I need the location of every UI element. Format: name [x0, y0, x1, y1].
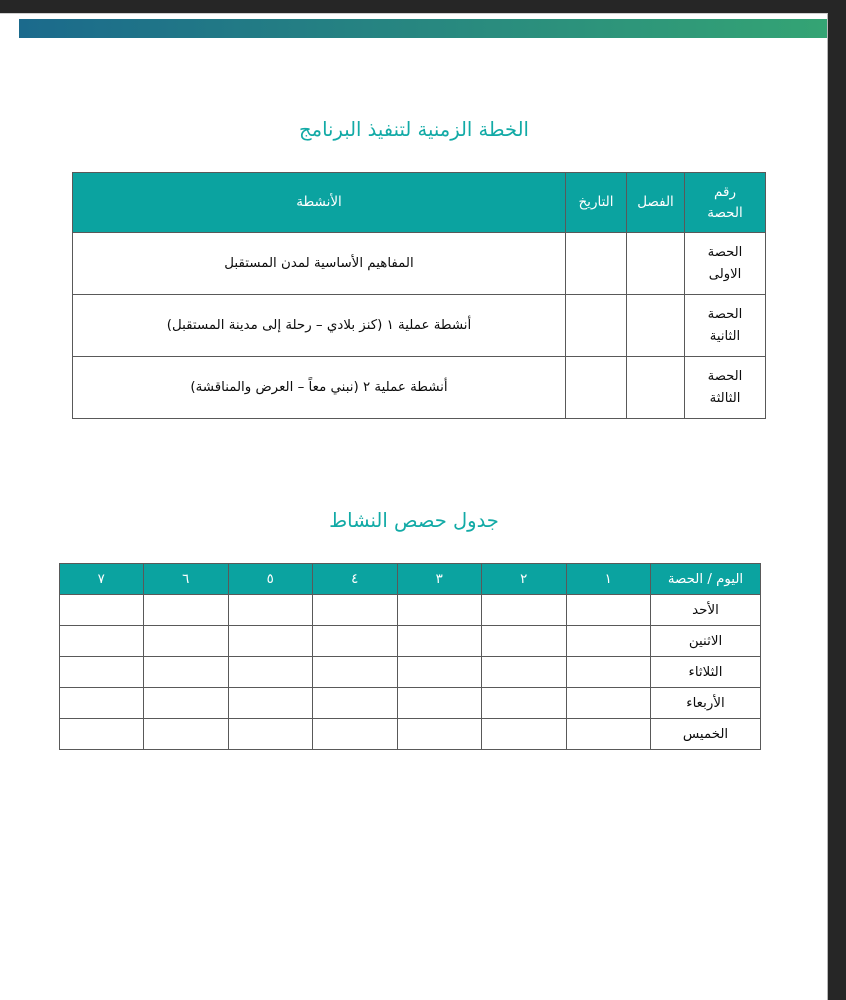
cell-date[interactable] — [566, 233, 627, 295]
header-session-number — [685, 173, 766, 233]
cell-semester[interactable] — [627, 357, 685, 419]
cell-slot[interactable] — [228, 595, 313, 626]
header-slot-1: ١ — [566, 564, 651, 595]
table-row — [59, 626, 761, 657]
document-page — [0, 13, 828, 1000]
header-slot-3: ٣ — [397, 564, 482, 595]
cell-slot[interactable] — [228, 626, 313, 657]
cell-date[interactable] — [566, 357, 627, 419]
cell-slot[interactable] — [566, 626, 651, 657]
cell-slot[interactable] — [566, 719, 651, 750]
schedule-table-header-row — [73, 173, 766, 233]
activity-schedule-table — [59, 563, 762, 750]
session-number-line2: الثانية — [709, 328, 741, 344]
table-row — [73, 233, 766, 295]
cell-slot[interactable] — [59, 595, 144, 626]
cell-slot[interactable] — [144, 626, 229, 657]
schedule-section-title: الخطة الزمنية لتنفيذ البرنامج — [299, 118, 529, 141]
cell-slot[interactable] — [566, 595, 651, 626]
header-slot-7: ٧ — [59, 564, 144, 595]
cell-slot[interactable] — [566, 657, 651, 688]
cell-slot[interactable] — [397, 595, 482, 626]
table-row — [59, 595, 761, 626]
header-activities: الأنشطة — [73, 173, 566, 233]
cell-slot[interactable] — [144, 657, 229, 688]
cell-slot[interactable] — [144, 719, 229, 750]
header-slot-5: ٥ — [228, 564, 313, 595]
cell-day-name: الثلاثاء — [651, 657, 761, 688]
table-row — [59, 719, 761, 750]
cell-activities: المفاهيم الأساسية لمدن المستقبل — [73, 233, 566, 295]
cell-slot[interactable] — [482, 688, 567, 719]
cell-session-number — [685, 357, 766, 419]
cell-slot[interactable] — [144, 595, 229, 626]
header-slot-4: ٤ — [313, 564, 398, 595]
session-number-line2: الثالثة — [709, 390, 741, 406]
cell-slot[interactable] — [482, 626, 567, 657]
cell-activities: أنشطة عملية ١ (كنز بلادي – رحلة إلى مدينة المستقبل) — [73, 295, 566, 357]
table-row — [59, 657, 761, 688]
cell-slot[interactable] — [59, 626, 144, 657]
cell-slot[interactable] — [482, 719, 567, 750]
cell-slot[interactable] — [59, 657, 144, 688]
cell-slot[interactable] — [144, 688, 229, 719]
cell-activities: أنشطة عملية ٢ (نبني معاً – العرض والمناقشة) — [73, 357, 566, 419]
session-number-line1: الحصة — [707, 244, 743, 260]
cell-slot[interactable] — [313, 657, 398, 688]
cell-slot[interactable] — [59, 719, 144, 750]
session-number-line1: الحصة — [707, 368, 743, 384]
header-session-number-line1: رقم — [714, 183, 736, 200]
table-row — [59, 688, 761, 719]
table-row — [73, 357, 766, 419]
session-number-line2: الاولى — [708, 266, 742, 282]
cell-day-name: الخميس — [651, 719, 761, 750]
cell-day-name: الأربعاء — [651, 688, 761, 719]
activity-section-title: جدول حصص النشاط — [329, 509, 499, 532]
session-number-line1: الحصة — [707, 306, 743, 322]
cell-slot[interactable] — [566, 688, 651, 719]
cell-semester[interactable] — [627, 233, 685, 295]
cell-slot[interactable] — [397, 657, 482, 688]
header-day-slot: اليوم / الحصة — [651, 564, 761, 595]
header-semester: الفصل — [627, 173, 685, 233]
cell-slot[interactable] — [397, 688, 482, 719]
activity-table-header-row — [59, 564, 761, 595]
cell-slot[interactable] — [313, 719, 398, 750]
cell-slot[interactable] — [313, 595, 398, 626]
cell-slot[interactable] — [59, 688, 144, 719]
cell-session-number — [685, 233, 766, 295]
cell-date[interactable] — [566, 295, 627, 357]
header-slot-2: ٢ — [482, 564, 567, 595]
cell-slot[interactable] — [482, 595, 567, 626]
cell-slot[interactable] — [313, 626, 398, 657]
cell-slot[interactable] — [397, 719, 482, 750]
cell-slot[interactable] — [313, 688, 398, 719]
cell-day-name: الاثنين — [651, 626, 761, 657]
cell-slot[interactable] — [397, 626, 482, 657]
header-session-number-line2: الحصة — [707, 204, 743, 221]
cell-day-name: الأحد — [651, 595, 761, 626]
document-body — [0, 14, 828, 1000]
header-slot-6: ٦ — [144, 564, 229, 595]
schedule-table — [72, 172, 766, 419]
cell-session-number — [685, 295, 766, 357]
table-row — [73, 295, 766, 357]
cell-slot[interactable] — [482, 657, 567, 688]
header-date: التاريخ — [566, 173, 627, 233]
cell-slot[interactable] — [228, 688, 313, 719]
cell-semester[interactable] — [627, 295, 685, 357]
cell-slot[interactable] — [228, 719, 313, 750]
cell-slot[interactable] — [228, 657, 313, 688]
